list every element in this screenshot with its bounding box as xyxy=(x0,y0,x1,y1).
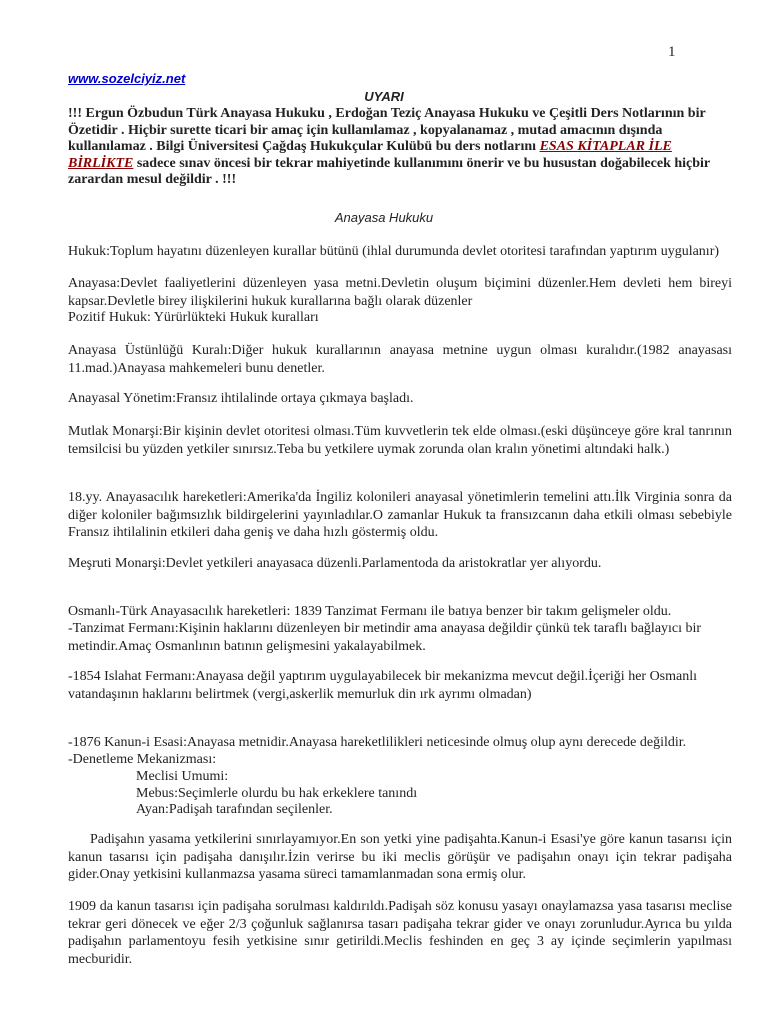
paragraph-anayasa: Anayasa:Devlet faaliyetlerini düzenleyen yasa metni.Devletin oluşum biçimini düzenler.Hem devleti hem bireyi kapsar.Devletle birey ilişkilerini hukuk kurallarına bağlı olarak düzenler xyxy=(68,276,732,309)
paragraph-mesruti-monarsi: Meşruti Monarşi:Devlet yetkileri anayasaca düzenli.Parlamentoda da aristokratlar yer alıyordu. xyxy=(68,556,602,571)
paragraph-meclisi-umumi: Meclisi Umumi: xyxy=(136,769,229,784)
paragraph-mutlak-monarsi: Mutlak Monarşi:Bir kişinin devlet otoritesi olması.Tüm kuvvetlerin tek elde olması.(eski düşünceye göre kral tanrının temsilcisi bu yüzden yetkiler sınırsız.Teba bu yetkilere uymak zorunda olan kralın yönetimi altındaki halk.) xyxy=(68,424,732,457)
document-title: Anayasa Hukuku xyxy=(334,210,434,225)
paragraph-mebus: Mebus:Seçimlerle olurdu bu hak erkeklere tanındı xyxy=(136,786,418,801)
warning-highlight: ESAS KİTAPLAR İLE BİRLİKTE xyxy=(68,139,672,171)
paragraph-anayasal-yonetim: Anayasal Yönetim:Fransız ihtilalinde ortaya çıkmaya başladı. xyxy=(68,391,414,406)
paragraph-padisah: Padişahın yasama yetkilerini sınırlayamıyor.En son yetki yine padişahta.Kanun-i Esasi'ye göre kanun tasarısı için kanun tasarısı için padişaha danışılır.İzin verirse bu iki meclis görüşür ve padişahın onayı için tekrar padişaha gider.Onay yetkisini kullanmazsa yasama süreci tamamlanmadan sona ermiş olur. xyxy=(68,832,732,882)
paragraph-tanzimat: -Tanzimat Fermanı:Kişinin haklarını düzenleyen bir metindir ama anayasa değildir çünkü tek taraflı bağlayıcı bir metindir.Amaç Osmanlının batının gelişmesini yakalayabilmek. xyxy=(68,621,702,654)
paragraph-18yy: 18.yy. Anayasacılık hareketleri:Amerika'da İngiliz kolonileri anayasal yönetimlerin temelini attı.İlk Virginia sonra da diğer koloniler bağımsızlık bildirgelerini yayınladılar.O zamanlar Hukuk ta fransızcanın daha etkili olması sebebiyle Fransız ihtilalinin etkileri daha geniş ve daha hızlı göstermiş oldu. xyxy=(68,490,732,540)
warning-text-after: sadece sınav öncesi bir tekrar mahiyetinde kullanımını önerir ve bu husustan doğabilecek hiçbir zarardan mesul değildir . !!! xyxy=(68,155,710,187)
warning-text xyxy=(68,106,732,189)
site-link[interactable]: www.sozelciyiz.net xyxy=(68,71,186,86)
paragraph-anayasa-ustunlugu: Anayasa Üstünlüğü Kuralı:Diğer hukuk kurallarının anayasa metnine uygun olması kuralıdır.(1982 anayasası 11.mad.)Anayasa mahkemeleri bunu denetler. xyxy=(68,343,732,376)
page-number: 1 xyxy=(668,44,676,60)
paragraph-kanun-i-esasi: -1876 Kanun-i Esasi:Anayasa metnidir.Anayasa hareketlilikleri neticesinde olmuş olup aynı derecede değildir. xyxy=(68,735,687,750)
paragraph-denetleme: -Denetleme Mekanizması: xyxy=(68,752,217,767)
warning-text-before: !!! Ergun Özbudun Türk Anayasa Hukuku , Erdoğan Teziç Anayasa Hukuku ve Çeşitli Ders Notlarının bir Özetidir . Hiçbir surette ticari bir amaç için kullanılamaz , kopyalanamaz , mutad amacının dışında kullanılamaz . Bilgi Üniversitesi Çağdaş Hukukçular Kulübü bu ders notlarını xyxy=(68,106,706,154)
paragraph-pozitif-hukuk: Pozitif Hukuk: Yürürlükteki Hukuk kuralları xyxy=(68,310,319,325)
warning-title: UYARI xyxy=(364,89,404,104)
paragraph-osmanli: Osmanlı-Türk Anayasacılık hareketleri: 1839 Tanzimat Fermanı ile batıya benzer bir takım gelişmeler oldu. xyxy=(68,604,672,619)
paragraph-islahat: -1854 Islahat Fermanı:Anayasa değil yaptırım uygulayabilecek bir mekanizma mevcut değil.İçeriği her Osmanlı vatandaşının haklarını belirtmek (vergi,askerlik memurluk din ırk ayrımı olmadan) xyxy=(68,669,698,702)
paragraph-hukuk: Hukuk:Toplum hayatını düzenleyen kurallar bütünü (ihlal durumunda devlet otoritesi tarafından yaptırım uygulanır) xyxy=(68,244,720,259)
paragraph-ayan: Ayan:Padişah tarafından seçilenler. xyxy=(136,802,333,817)
paragraph-1909: 1909 da kanun tasarısı için padişaha sorulması kaldırıldı.Padişah söz konusu yasayı onaylamazsa yasa tasarısı meclise tekrar geri dönecek ve eğer 2/3 çoğunluk sağlanırsa tasarı padişaha tekrar gider ve onayı zorunludur.Ayrıca bu yılda padişahın parlamentoyu fesih yetkisine sınır getirildi.Meclis feshinden en geç 3 ay içinde seçimlerin yapılması mecburidir. xyxy=(68,899,732,967)
